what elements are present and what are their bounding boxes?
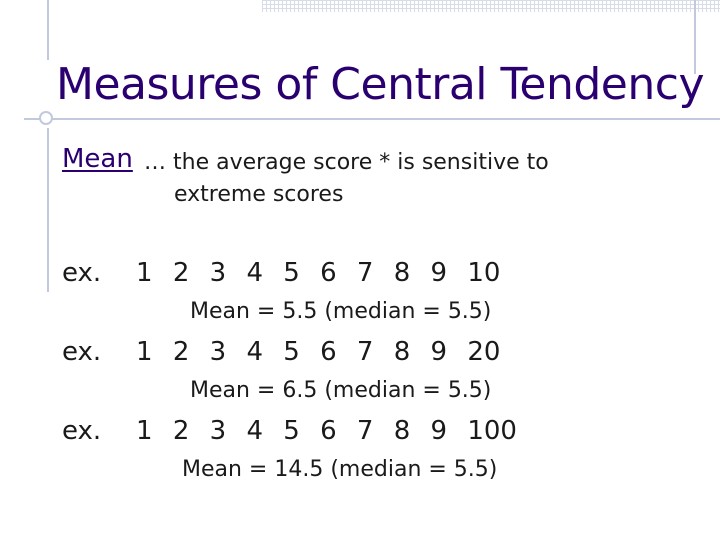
- example-label: ex.: [62, 337, 102, 367]
- example-number-sequence: [136, 416, 517, 446]
- example-mean-result: Mean = 6.5 (median = 5.5): [190, 378, 492, 403]
- example-number: 1: [136, 337, 153, 367]
- example-number: 2: [172, 416, 190, 446]
- example-mean-result: Mean = 14.5 (median = 5.5): [182, 457, 498, 482]
- example-number-sequence: [136, 337, 500, 367]
- example-number: 3: [209, 337, 227, 367]
- example-number: 3: [209, 258, 227, 288]
- example-number: 4: [246, 258, 263, 288]
- example-label: ex.: [62, 416, 102, 446]
- example-number: 2: [172, 258, 190, 288]
- example-number: 10: [467, 258, 501, 288]
- example-number: 2: [172, 337, 190, 367]
- example-number: 7: [356, 416, 374, 446]
- definition-text-continuation: extreme scores: [174, 182, 344, 207]
- definition-text: [144, 147, 624, 211]
- example-number: 5: [283, 416, 300, 446]
- definition-term: Mean: [62, 144, 133, 174]
- example-mean-result: Mean = 5.5 (median = 5.5): [190, 299, 492, 324]
- example-number: 1: [136, 416, 153, 446]
- example-number: 8: [393, 337, 411, 367]
- example-number: 5: [283, 258, 300, 288]
- decorative-grid-pattern: [262, 0, 720, 12]
- decorative-vertical-line: [47, 128, 49, 292]
- example-number: 1: [136, 258, 153, 288]
- decorative-ring-icon: [39, 111, 53, 125]
- example-number: 8: [393, 416, 411, 446]
- example-number: 8: [393, 258, 411, 288]
- example-label: ex.: [62, 258, 102, 288]
- slide-title: Measures of Central Tendency: [56, 59, 704, 110]
- example-number: 9: [430, 416, 448, 446]
- example-number-sequence: [136, 258, 500, 288]
- example-number: 7: [356, 258, 374, 288]
- example-number: 9: [430, 337, 448, 367]
- example-number: 7: [356, 337, 374, 367]
- example-number: 3: [209, 416, 227, 446]
- decorative-horizontal-line: [24, 118, 720, 120]
- example-number: 100: [467, 416, 517, 446]
- example-number: 6: [320, 337, 337, 367]
- decorative-vertical-line: [47, 0, 49, 60]
- example-number: 6: [320, 258, 337, 288]
- example-number: 4: [246, 416, 263, 446]
- example-number: 20: [467, 337, 501, 367]
- example-number: 5: [283, 337, 300, 367]
- example-number: 9: [430, 258, 448, 288]
- example-number: 6: [320, 416, 337, 446]
- definition-text-line: … the average score * is sensitive to: [144, 150, 549, 175]
- example-number: 4: [246, 337, 263, 367]
